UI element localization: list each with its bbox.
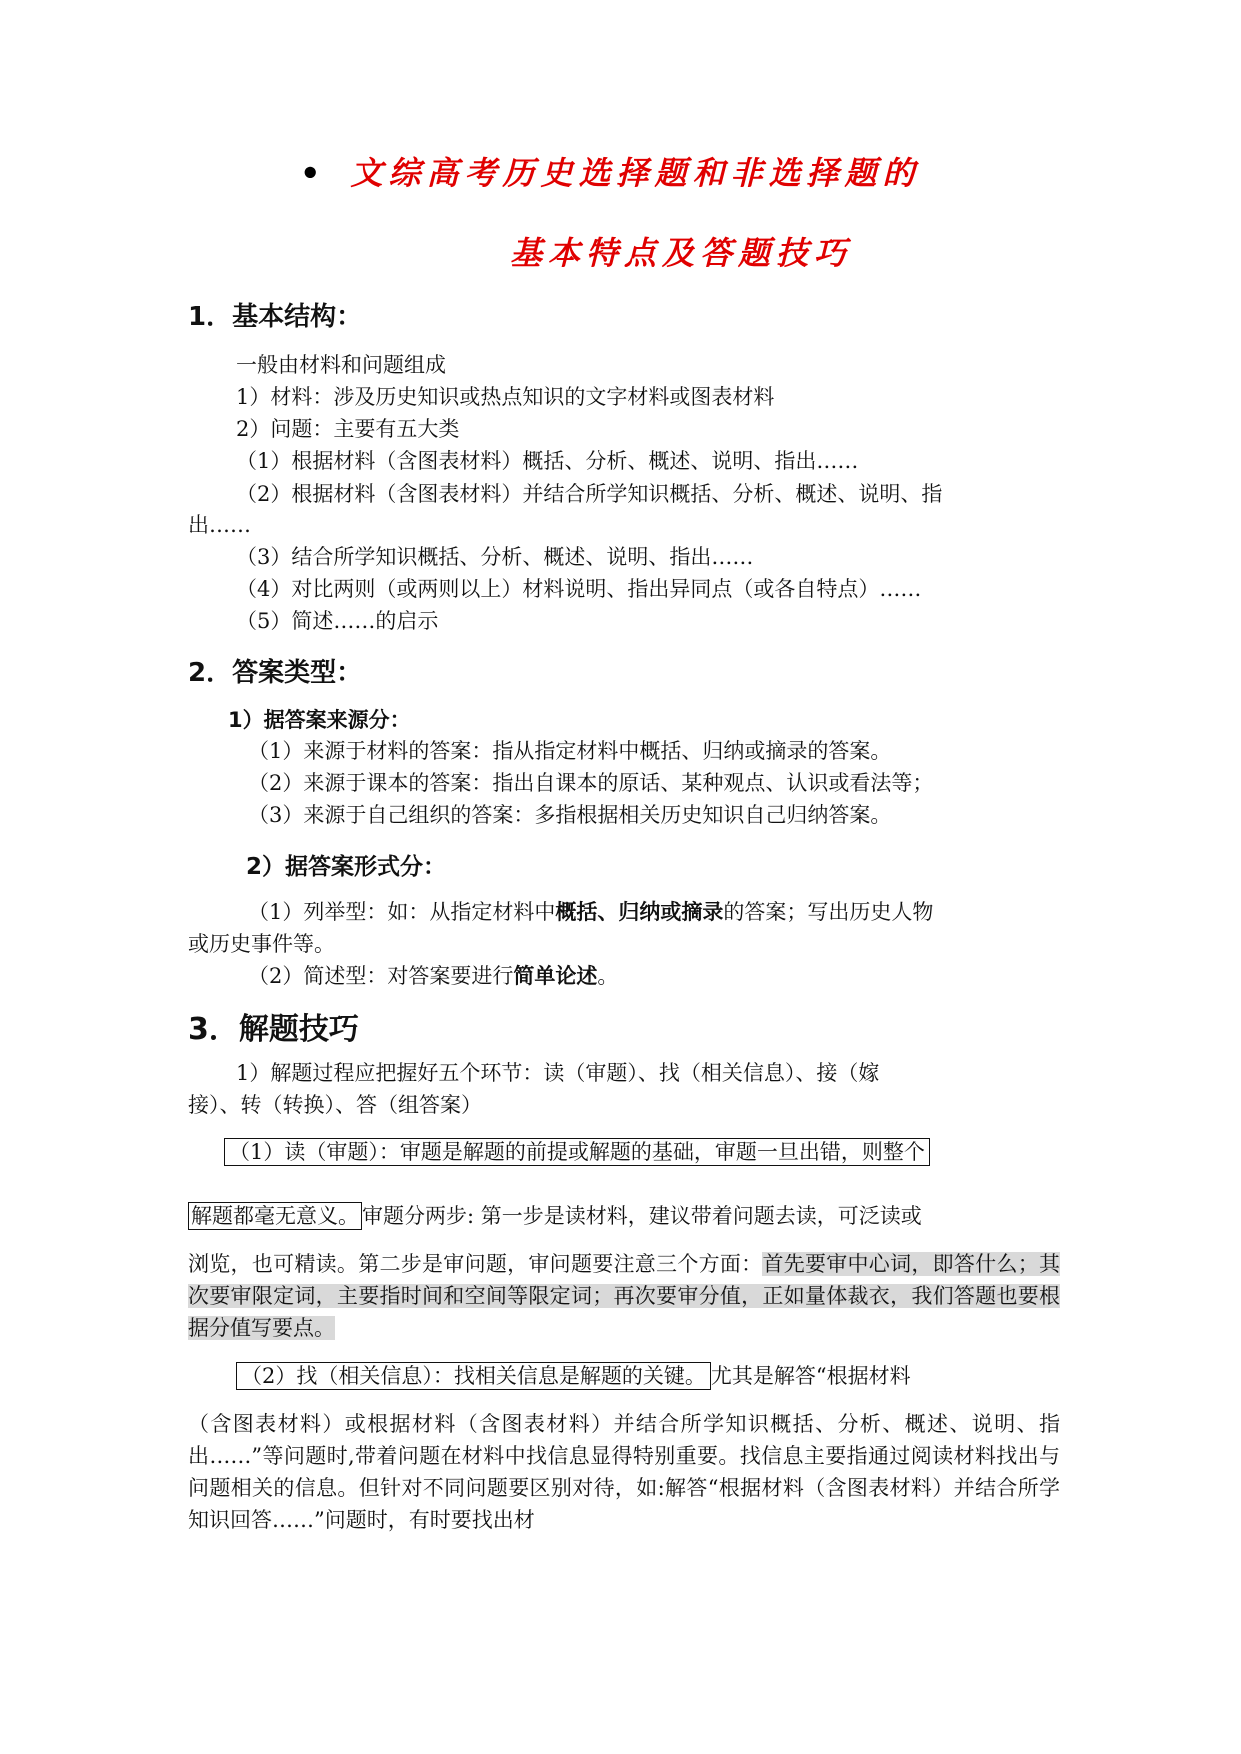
s1-line-1: 1）材料：涉及历史知识或热点知识的文字材料或图表材料 <box>236 385 775 409</box>
s1-line-2: 2）问题：主要有五大类 <box>236 417 460 441</box>
s1-line-5: 出…… <box>188 513 251 537</box>
s1-line-6: （3）结合所学知识概括、分析、概述、说明、指出…… <box>236 545 754 569</box>
s2-sub1-line-1: （2）来源于课本的答案：指出自课本的原话、某种观点、认识或看法等； <box>248 771 934 795</box>
s2-item2-text-b: 。 <box>597 964 619 988</box>
s3-p2-text-a: 审题分两步: 第一步是读材料，建议带着问题去读，可泛读或 <box>362 1204 922 1228</box>
s2-item1-text-b: 的答案；写出历史人物 <box>723 900 934 924</box>
s3-p2-shaded: 首先要审中心词，即答什么；其次要审限定词，主要指时间和空间等限定词；再次要审分值，正如量体裁衣，我们答题也要根据分值写要点。 <box>188 1252 1061 1340</box>
s2-item2-bold: 简单论述 <box>513 964 598 988</box>
s3-p2-text-b: 浏览，也可精读。第二步是审问题，审问题要注意三个方面： <box>188 1252 763 1276</box>
s1-line-3: （1）根据材料（含图表材料）概括、分析、概述、说明、指出…… <box>236 449 859 473</box>
s2-sub2-heading: 2）据答案形式分： <box>246 854 447 880</box>
s3-box2-line <box>236 1360 911 1392</box>
title-text-1: 文综高考历史选择题和非选择题的 <box>350 154 921 192</box>
s1-line-4: （2）根据材料（含图表材料）并结合所学知识概括、分析、概述、说明、指 <box>236 482 943 506</box>
s2-sub1-line-2: （3）来源于自己组织的答案：多指根据相关历史知识自己归纳答案。 <box>248 803 892 827</box>
s2-item1-line-1 <box>248 896 933 926</box>
s3-box1-line <box>224 1136 930 1168</box>
s1-line-7: （4）对比两则（或两则以上）材料说明、指出异同点（或各自特点）…… <box>236 577 922 601</box>
s2-item1-bold: 概括、归纳或摘录 <box>555 900 724 924</box>
s3-p1-line-1: 1）解题过程应把握好五个环节：读（审题）、找（相关信息）、接（嫁 <box>236 1061 880 1085</box>
title-bullet: • <box>300 154 327 192</box>
s3-p2-rest <box>188 1248 1060 1344</box>
s2-item1-text-a: （1）列举型：如：从指定材料中 <box>248 900 556 924</box>
s2-item2-line <box>248 960 618 990</box>
s1-line-0: 一般由材料和问题组成 <box>236 353 446 377</box>
s3-p3-rest: （含图表材料）或根据材料（含图表材料）并结合所学知识概括、分析、概述、说明、指出……”等问题时,带着问题在材料中找信息显得特别重要。找信息主要指通过阅读材料找出与问题相关的信息。但针对不同问题要区别对待，如:解答“根据材料（含图表材料）并结合所学知识回答……”问题时，有时要找出材 <box>188 1412 1060 1532</box>
reading-box: （1）读（审题）：审题是解题的前提或解题的基础，审题一旦出错，则整个 <box>224 1138 930 1166</box>
s3-p1-line-2: 接）、转（转换）、答（组答案） <box>188 1093 482 1117</box>
s2-sub1-line-0: （1）来源于材料的答案：指从指定材料中概括、归纳或摘录的答案。 <box>248 739 892 763</box>
section-3-heading: 3．解题技巧 <box>188 1012 359 1047</box>
finding-box: （2）找（相关信息）：找相关信息是解题的关键。 <box>236 1362 711 1390</box>
section-1-heading: 1．基本结构： <box>188 302 363 332</box>
s2-sub1-heading: 1）据答案来源分： <box>228 708 411 732</box>
title-line-1 <box>300 148 920 194</box>
section-2-heading: 2．答案类型： <box>188 658 363 688</box>
s3-p2-line-1 <box>188 1200 922 1232</box>
reading-box-end: 解题都毫无意义。 <box>188 1202 362 1230</box>
title-line-2: 基本特点及答题技巧 <box>510 234 853 272</box>
s3-p3-text-a: 尤其是解答“根据材料 <box>710 1364 911 1388</box>
s1-line-8: （5）简述……的启示 <box>236 609 439 633</box>
s2-item1-line-2: 或历史事件等。 <box>188 932 335 956</box>
s2-item2-text-a: （2）简述型：对答案要进行 <box>248 964 514 988</box>
